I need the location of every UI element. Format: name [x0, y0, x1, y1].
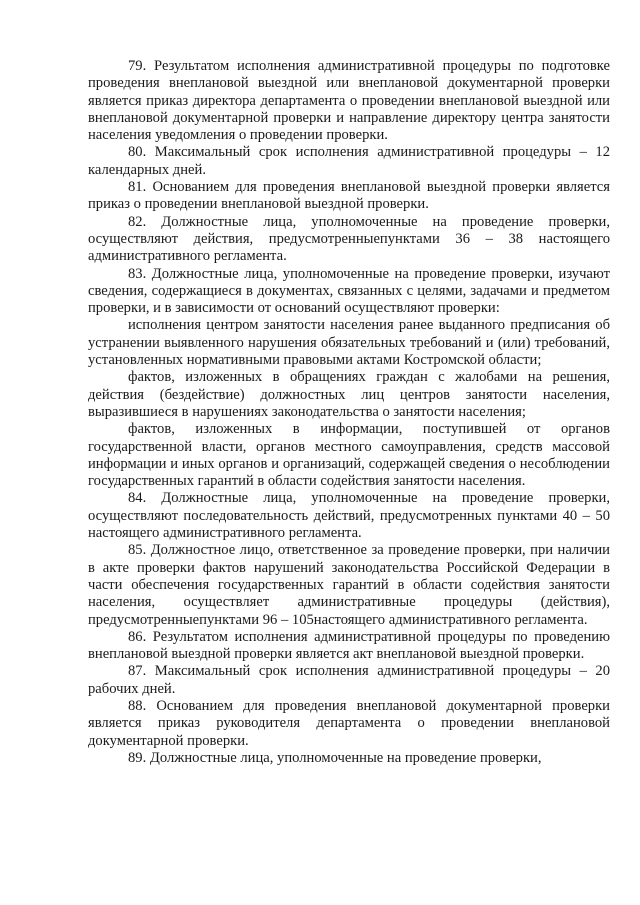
paragraph-83: 83. Должностные лица, уполномоченные на проведение проверки, изучают сведения, содержащиеся в документах, связанных с целями, задачами и предметом проверки, и в зависимости от оснований осуществляют проверки: [88, 265, 610, 317]
paragraph-87: 87. Максимальный срок исполнения административной процедуры – 20 рабочих дней. [88, 663, 610, 697]
paragraph-86: 86. Результатом исполнения административной процедуры по проведению внеплановой выездной проверки является акт внеплановой выездной проверки. [88, 628, 610, 663]
paragraph-88: 88. Основанием для проведения внеплановой документарной проверки является приказ руководителя департамента о проведении внеплановой документарной проверки. [88, 697, 610, 749]
paragraph-83-item-2: фактов, изложенных в обращениях граждан с жалобами на решения, действия (бездействие) должностных лиц центров занятости населения, выразившиеся в нарушениях законодательства о занятости населения; [88, 369, 610, 420]
document-body [88, 58, 610, 767]
paragraph-83-item-1: исполнения центром занятости населения ранее выданного предписания об устранении выявленного нарушения обязательных требований и (или) требований, установленных нормативными правовыми актами Костромской области; [88, 317, 610, 369]
paragraph-89: 89. Должностные лица, уполномоченные на проведение проверки, [128, 749, 542, 766]
paragraph-80: 80. Максимальный срок исполнения административной процедуры – 12 календарных дней. [88, 144, 610, 178]
paragraph-82: 82. Должностные лица, уполномоченные на проведение проверки, осуществляют действия, предусмотренныепунктами 36 – 38 настоящего административного регламента. [88, 213, 610, 265]
paragraph-85: 85. Должностное лицо, ответственное за проведение проверки, при наличии в акте проверки фактов нарушений законодательства Российской Федерации в части обеспечения государственных гарантий в области содействия занятости населения, осуществляет административные процедуры (действия), предусмотренныепунктами 96 – 105настоящего административного регламента. [88, 542, 610, 628]
paragraph-83-item-3: фактов, изложенных в информации, поступившей от органов государственной власти, органов местного самоуправления, средств массовой информации и иных органов и организаций, содержащей сведения о несоблюдении государственных гарантий в области содействия занятости населения. [88, 421, 610, 490]
paragraph-84: 84. Должностные лица, уполномоченные на проведение проверки, осуществляют последовательность действий, предусмотренных пунктами 40 – 50 настоящего административного регламента. [88, 490, 610, 542]
paragraph-79: 79. Результатом исполнения административной процедуры по подготовке проведения внеплановой выездной или внеплановой документарной проверки является приказ директора департамента о проведении внеплановой выездной или внеплановой документарной проверки и направление директору центра занятости населения уведомления о проведении проверки. [88, 58, 610, 144]
paragraph-81: 81. Основанием для проведения внеплановой выездной проверки является приказ о проведении внеплановой выездной проверки. [88, 179, 610, 213]
